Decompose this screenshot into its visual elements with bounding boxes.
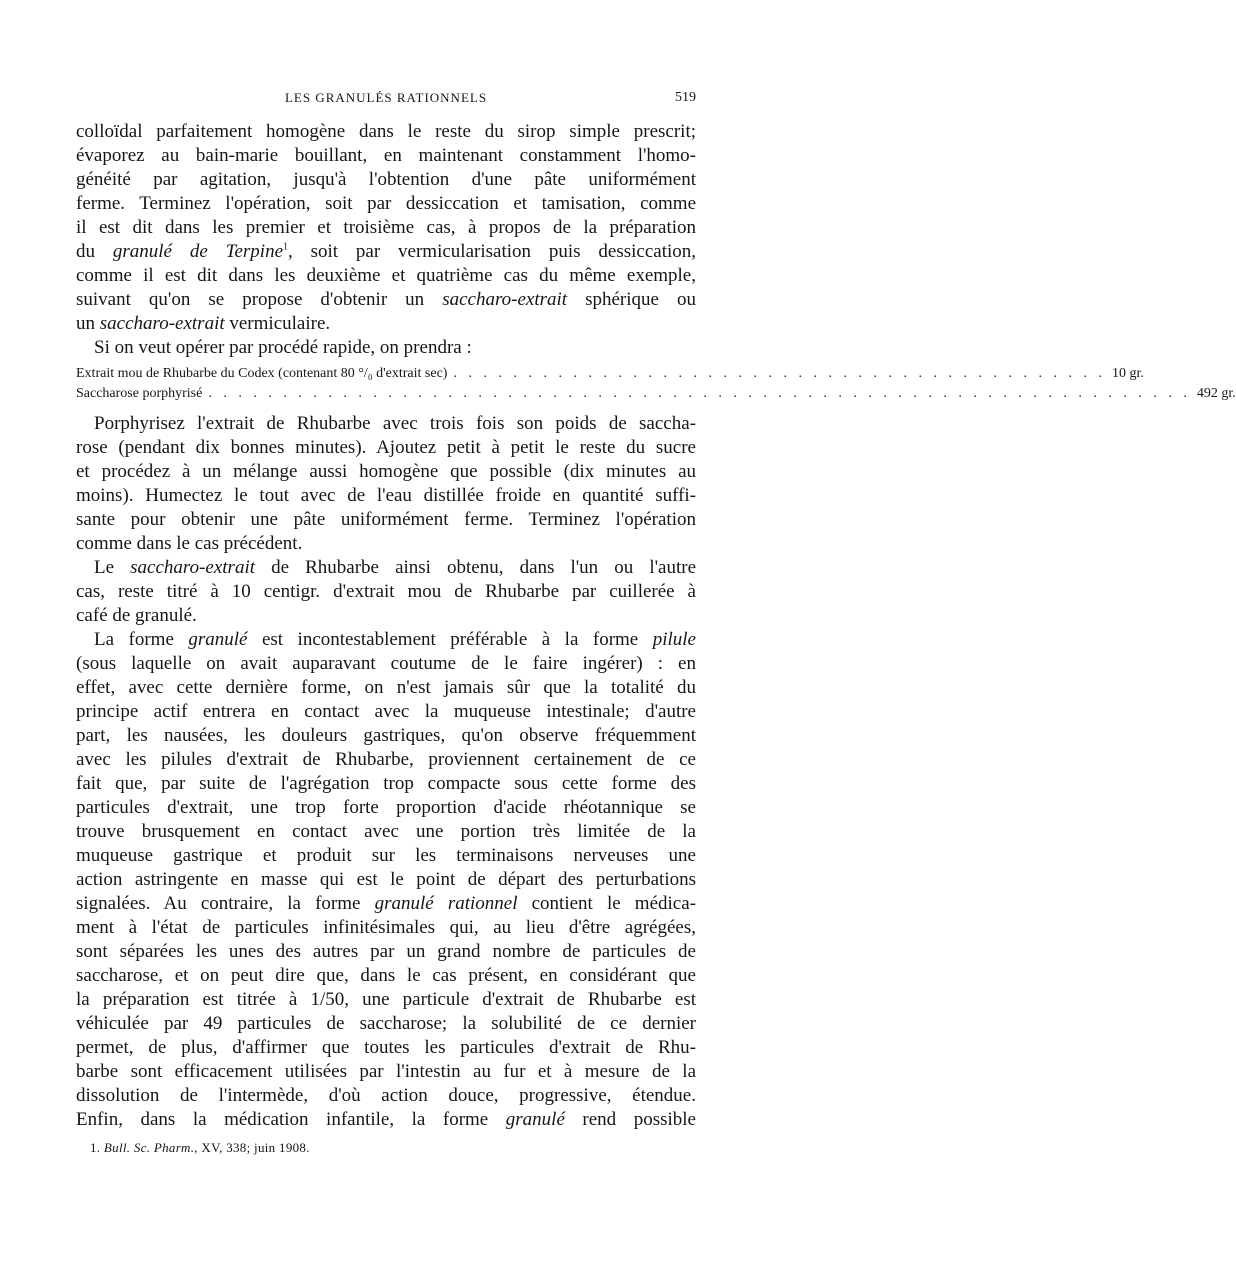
text-line <box>76 288 696 312</box>
text-line: ferme. Terminez l'opération, soit par dessiccation et tamisation, comme <box>76 193 696 214</box>
ingredient-name: Saccharose porphyrisé <box>76 386 203 401</box>
page-header <box>76 90 696 110</box>
text-line: trouve brusquement en contact avec une portion très limitée de la <box>76 821 696 842</box>
text-line <box>76 240 696 264</box>
text-line: (sous laquelle on avait auparavant coutume de le faire ingérer) : en <box>76 653 696 674</box>
paragraph-continuation <box>76 120 696 336</box>
italic-term: granulé rationnel <box>374 893 518 914</box>
text-line: fait que, par suite de l'agrégation trop compacte sous cette forme des <box>76 773 696 794</box>
text-line: et procédez à un mélange aussi homogène que possible (dix minutes au <box>76 461 696 482</box>
text-span: contient le médica- <box>531 893 696 914</box>
dot-leader: . . . . . . . . . . . . . . . . . . . . . . . . . . . . . . . . . . . . . . . . . . . . . . . . . . . . . . . . . . . . . . . . . . <box>208 386 1191 401</box>
paragraph <box>76 556 696 628</box>
text-line <box>76 1108 696 1132</box>
ingredient-quantity: 492 gr. <box>1196 386 1236 401</box>
text-line <box>76 556 696 580</box>
text-line: principe actif entrera en contact avec la muqueuse intestinale; d'autre <box>76 701 696 722</box>
text-line: saccharose, et on peut dire que, dans le cas présent, en considérant que <box>76 965 696 986</box>
text-span: vermiculaire. <box>229 313 331 334</box>
text-line <box>76 892 696 916</box>
formula-table <box>76 364 1236 404</box>
text-span: Le <box>94 557 115 578</box>
italic-term: saccharo-extrait <box>442 289 568 310</box>
text-line: dissolution de l'intermède, d'où action douce, progressive, étendue. <box>76 1085 696 1106</box>
text-line: action astringente en masse qui est le point de départ des perturbations <box>76 869 696 890</box>
footnote-source: Bull. Sc. Pharm. <box>103 1140 195 1155</box>
footnote-reference: , XV, 338; juin 1908. <box>194 1140 310 1155</box>
text-line <box>76 628 696 652</box>
running-head: LES GRANULÉS RATIONNELS <box>284 90 488 105</box>
text-line: ment à l'état de particules infinitésimales qui, au lieu d'être agrégées, <box>76 917 696 938</box>
text-line: il est dit dans les premier et troisième cas, à propos de la préparation <box>76 217 696 238</box>
formula-intro: Si on veut opérer par procédé rapide, on prendra : <box>94 337 472 358</box>
text-line: comme dans le cas précédent. <box>76 533 303 554</box>
text-line: barbe sont efficacement utilisées par l'intestin au fur et à mesure de la <box>76 1061 696 1082</box>
ingredient-quantity: 10 gr. <box>1111 366 1144 381</box>
text-line: véhiculée par 49 particules de saccharose; la solubilité de ce dernier <box>76 1013 696 1034</box>
dot-leader: . . . . . . . . . . . . . . . . . . . . . . . . . . . . . . . . . . . . . . . . . . . . <box>453 366 1106 381</box>
italic-term: pilule <box>652 629 696 650</box>
text-line: muqueuse gastrique et produit sur les terminaisons nerveuses une <box>76 845 696 866</box>
text-span: un <box>76 313 95 334</box>
text-span: du <box>76 241 95 262</box>
text-line: effet, avec cette dernière forme, on n'est jamais sûr que la totalité du <box>76 677 696 698</box>
text-line: cas, reste titré à 10 centigr. d'extrait mou de Rhubarbe par cuillerée à <box>76 581 696 602</box>
paragraph <box>76 628 696 1132</box>
italic-term: saccharo-extrait <box>130 557 256 578</box>
text-line: sont séparées les unes des autres par un grand nombre de particules de <box>76 941 696 962</box>
text-line <box>76 312 696 336</box>
formula-row <box>76 364 1144 384</box>
footnote-marker[interactable]: 1 <box>283 241 288 253</box>
text-span: signalées. Au contraire, la forme <box>76 893 361 914</box>
text-line: Porphyrisez l'extrait de Rhubarbe avec trois fois son poids de saccha- <box>94 413 696 434</box>
italic-term: granulé <box>505 1109 565 1130</box>
text-line: sante pour obtenir une pâte uniformément ferme. Terminez l'opération <box>76 509 696 530</box>
text-span: suivant qu'on se propose d'obtenir un <box>76 289 425 310</box>
text-span: Enfin, dans la médication infantile, la forme <box>76 1109 489 1130</box>
text-span: , soit par vermicularisation puis dessiccation, <box>288 241 697 262</box>
text-line: colloïdal parfaitement homogène dans le reste du sirop simple prescrit; <box>76 121 696 142</box>
text-line: particules d'extrait, une trop forte proportion d'acide rhéotannique se <box>76 797 696 818</box>
text-line: café de granulé. <box>76 605 197 626</box>
text-line: permet, de plus, d'affirmer que toutes les particules d'extrait de Rhu- <box>76 1037 696 1058</box>
text-span: de Rhubarbe ainsi obtenu, dans l'un ou l'autre <box>271 557 697 578</box>
text-line: comme il est dit dans les deuxième et quatrième cas du même exemple, <box>76 265 696 286</box>
body-text <box>76 120 1236 1132</box>
footnote <box>90 1140 310 1156</box>
text-span: est incontestablement préférable à la forme <box>261 629 639 650</box>
formula-row <box>76 384 1236 404</box>
text-line: la préparation est titrée à 1/50, une particule d'extrait de Rhubarbe est <box>76 989 696 1010</box>
italic-term: granulé de Terpine <box>112 241 283 262</box>
text-line: évaporez au bain-marie bouillant, en maintenant constamment l'homo- <box>76 145 696 166</box>
italic-term: saccharo-extrait <box>99 313 225 334</box>
text-line: rose (pendant dix bonnes minutes). Ajoutez petit à petit le reste du sucre <box>76 437 696 458</box>
italic-term: granulé <box>188 629 248 650</box>
text-span: La forme <box>94 629 174 650</box>
paragraph <box>76 412 696 556</box>
text-line: part, les nausées, les douleurs gastriques, qu'on observe fréquemment <box>76 725 696 746</box>
text-line: généité par agitation, jusqu'à l'obtention d'une pâte uniformément <box>76 169 696 190</box>
footnote-number: 1. <box>90 1140 101 1155</box>
page-number: 519 <box>675 90 696 105</box>
text-line: moins). Humectez le tout avec de l'eau distillée froide en quantité suffi- <box>76 485 696 506</box>
text-span: rend possible <box>582 1109 696 1130</box>
ingredient-name: Extrait mou de Rhubarbe du Codex (contenant 80 °/₀ d'extrait sec) <box>76 366 448 381</box>
text-line: avec les pilules d'extrait de Rhubarbe, proviennent certainement de ce <box>76 749 696 770</box>
text-span: sphérique ou <box>585 289 697 310</box>
